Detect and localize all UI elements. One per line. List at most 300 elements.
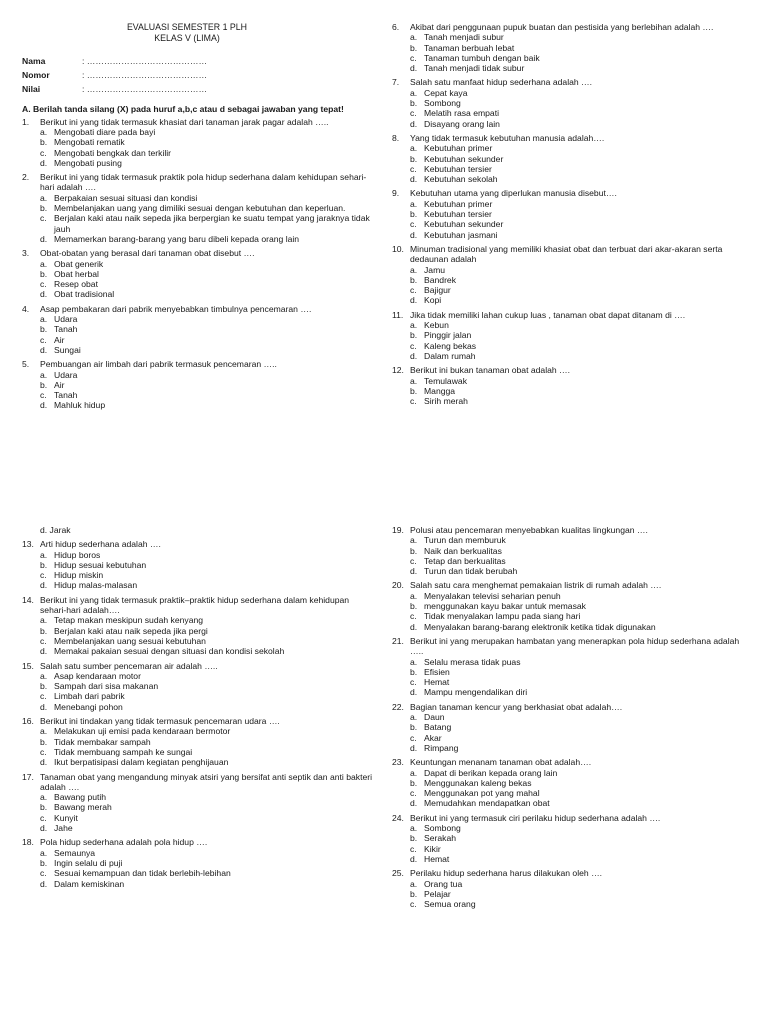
answer-option[interactable] [392,591,752,601]
answer-option[interactable] [22,550,374,560]
answer-option[interactable] [392,798,752,808]
answer-option[interactable] [392,108,752,118]
answer-option[interactable] [392,396,752,406]
question-item [22,117,374,168]
answer-option[interactable] [22,193,374,203]
answer-option[interactable] [392,275,752,285]
option-letter: b. [410,888,418,899]
option-text: Dapat di berikan kepada orang lain [424,767,558,778]
question-stem [392,310,752,320]
question-number: 10. [392,243,404,254]
option-letter: a. [410,375,418,386]
option-letter: a. [410,712,418,723]
question-stem [22,359,374,369]
question-text: Tanaman obat yang mengandung minyak atsiri yang bersifat anti septik dan anti bakteri adalah …. [40,771,373,792]
answer-option[interactable] [22,400,374,410]
option-letter: d. [40,823,48,834]
question-number: 6. [392,22,400,32]
answer-option[interactable] [392,556,752,566]
option-letter: a. [40,127,48,137]
answer-option[interactable] [392,119,752,129]
answer-option[interactable] [392,854,752,864]
question-stem [392,636,752,657]
question-number: 24. [392,812,404,823]
answer-option[interactable] [22,757,374,767]
answer-option[interactable] [392,219,752,229]
option-letter: a. [410,143,418,154]
option-letter: c. [40,147,47,158]
option-letter: d. [410,174,418,185]
question-text: Asap pembakaran dari pabrik menyebabkan timbulnya pencemaran …. [40,303,312,314]
exam-title: EVALUASI SEMESTER 1 PLH [126,22,248,32]
option-letter: c. [40,812,47,823]
identity-block [22,54,374,96]
option-text: Berjalan kaki atau naik sepeda jika berpergian ke suatu tempat yang jaraknya tidak jauh [54,213,370,234]
question-stem [22,837,374,847]
option-text: Kebutuhan tersier [424,209,492,220]
answer-option[interactable] [22,615,374,625]
question-number: 15. [22,660,34,671]
option-letter: a. [40,314,48,325]
question-number: 9. [392,188,400,199]
option-text: Rimpang [424,742,459,753]
option-text: Sesuai kemampuan dan tidak berlebih-lebihan [54,868,231,879]
answer-option[interactable] [392,778,752,788]
answer-option[interactable] [22,234,374,244]
answer-option[interactable] [392,667,752,677]
question-text: Salah satu cara menghemat pemakaian listrik di rumah adalah …. [410,580,662,591]
exam-page-2 [0,516,768,1024]
answer-option[interactable] [22,158,374,168]
page1-right-column [392,22,752,410]
option-letter: c. [410,219,417,230]
answer-option[interactable] [22,203,374,213]
option-text: Tanaman berbuah lebat [424,42,515,53]
option-text: Melatih rasa empati [424,108,499,119]
option-letter: c. [410,52,417,63]
answer-option[interactable] [22,681,374,691]
option-text: Tanah menjadi tidak subur [424,63,525,74]
answer-option[interactable] [392,230,752,240]
option-text: Bajigur [424,285,451,296]
question-item [392,868,752,909]
option-text: Efisien [424,666,450,677]
question-item [392,77,752,128]
option-text: Kopi [424,295,442,306]
option-text: Berpakaian sesuai situasi dan kondisi [54,192,198,203]
option-text: Mengobati pusing [54,157,122,168]
question-item [392,757,752,808]
option-letter: b. [40,681,48,692]
option-letter: d. [40,233,48,244]
question-item [392,636,752,698]
answer-option[interactable] [22,127,374,137]
option-letter: a. [40,726,48,737]
question-number: 4. [22,303,30,314]
option-letter: a. [40,670,48,681]
exam-page-1 [0,0,768,476]
question-number: 20. [392,580,404,591]
answer-option[interactable] [392,376,752,386]
answer-option[interactable] [22,269,374,279]
option-text: Membelanjakan uang sesuai kebutuhan [54,635,206,646]
question-item [22,661,374,712]
answer-option[interactable] [392,330,752,340]
answer-option[interactable] [392,611,752,621]
option-letter: b. [40,379,48,390]
answer-option[interactable] [392,722,752,732]
question-stem [392,133,752,143]
option-text: Kebun [424,320,449,331]
option-letter: d. [40,878,48,889]
answer-option[interactable] [22,868,374,878]
option-text: Menebangi pohon [54,701,123,712]
answer-option[interactable] [392,889,752,899]
answer-option[interactable] [22,646,374,656]
option-text: Memakai pakaian sesuai dengan situasi dan kondisi sekolah [54,646,285,657]
answer-option[interactable] [392,768,752,778]
question-item [392,244,752,306]
option-letter: b. [40,324,48,335]
answer-option[interactable] [22,691,374,701]
question-text: Berikut ini tindakan yang tidak termasuk pencemaran udara …. [40,716,280,727]
question-text: Minuman tradisional yang memiliki khasiat obat dan terbuat dari akar-akaran serta dedaunan adalah [410,243,723,265]
option-text: Sirih merah [424,396,468,407]
question-stem [392,757,752,767]
question-number: 17. [22,771,34,782]
question-number: 25. [392,868,404,879]
answer-option[interactable] [392,687,752,697]
question-item [22,595,374,657]
option-text: Bawang merah [54,802,112,813]
answer-option[interactable] [22,335,374,345]
question-stem [392,365,752,375]
answer-option[interactable] [22,737,374,747]
question-text: Berikut ini yang tidak termasuk khasiat dari tanaman jarak pagar adalah ….. [40,116,329,127]
option-letter: b. [410,330,418,341]
question-list [392,22,752,406]
option-letter: a. [410,264,418,275]
question-item [22,248,374,299]
question-text: Keuntungan menanam tanaman obat adalah…. [410,757,592,768]
answer-option[interactable] [22,380,374,390]
answer-option[interactable] [392,88,752,98]
answer-option[interactable] [22,259,374,269]
answer-option[interactable] [392,743,752,753]
question-item [22,359,374,410]
section-a-instruction: A. Berilah tanda silang (X) pada huruf a,b,c atau d sebagai jawaban yang tepat! [22,104,344,115]
answer-option[interactable] [392,295,752,305]
option-text: Kebutuhan jasmani [424,229,498,240]
option-text: Obat herbal [54,268,99,279]
option-text: Tanah [54,390,78,401]
answer-option[interactable] [392,32,752,42]
question-stem [392,580,752,590]
option-letter: b. [40,137,48,148]
option-text: Ingin selalu di puji [54,857,123,868]
option-text: Udara [54,369,78,380]
answer-option[interactable] [22,858,374,868]
answer-option[interactable] [392,844,752,854]
option-letter: b. [410,833,418,844]
answer-option[interactable] [392,712,752,722]
option-letter: b. [40,802,48,813]
option-letter: b. [410,98,418,109]
option-letter: b. [40,625,48,636]
answer-option[interactable] [392,386,752,396]
question-text: Salah satu manfaat hidup sederhana adalah …. [410,77,593,88]
option-letter: d. [40,757,48,768]
answer-option[interactable] [22,702,374,712]
question-number: 1. [22,116,30,127]
question-item [22,837,374,888]
option-text: Memudahkan mendapatkan obat [424,798,550,809]
answer-option[interactable] [22,314,374,324]
answer-option[interactable] [392,43,752,53]
option-letter: b. [410,42,418,53]
option-letter: c. [410,108,417,119]
answer-option[interactable] [22,823,374,833]
answer-option[interactable] [22,626,374,636]
option-text: Dalam rumah [424,350,476,361]
option-letter: d. [410,118,418,129]
answer-option[interactable] [22,848,374,858]
option-letter: d. [410,63,418,74]
option-letter: a. [40,549,48,560]
answer-option[interactable] [22,137,374,147]
option-letter: a. [410,823,418,834]
answer-option[interactable] [22,671,374,681]
question-number: 23. [392,757,404,768]
question-text: Jika tidak memiliki lahan cukup luas , tanaman obat dapat ditanam di …. [410,309,686,320]
option-text: Sombong [424,98,461,109]
option-text: Kebutuhan tersier [424,163,492,174]
question-text: Perilaku hidup sederhana harus dilakukan oleh …. [410,868,603,879]
question-text: Salah satu sumber pencemaran air adalah ….. [40,660,218,671]
option-letter: d. [410,229,418,240]
option-text: Hidup miskin [54,570,104,581]
answer-option[interactable] [392,733,752,743]
answer-option[interactable] [392,98,752,108]
answer-option[interactable] [22,570,374,580]
option-letter: b. [410,722,418,733]
answer-option[interactable] [392,341,752,351]
answer-option[interactable] [22,289,374,299]
answer-option[interactable] [22,747,374,757]
question-item [392,525,752,576]
option-letter: b. [40,857,48,868]
answer-option[interactable] [392,657,752,667]
question-number: 7. [392,77,400,88]
answer-option[interactable] [22,792,374,802]
answer-option[interactable] [392,164,752,174]
option-text: Kebutuhan sekunder [424,219,504,230]
option-text: Kikir [424,843,441,854]
option-letter: b. [410,777,418,788]
option-text: Daun [424,712,445,723]
question-stem [392,525,752,535]
answer-option[interactable] [392,535,752,545]
option-text: Kaleng bekas [424,340,477,351]
option-letter: c. [40,334,47,345]
identity-label: Nilai [22,84,41,95]
identity-blank: : …………………………………… [82,84,208,95]
page2-left-column [22,525,374,893]
answer-option[interactable] [22,580,374,590]
option-letter: d. [410,566,418,577]
option-text: Hidup malas-malasan [54,580,138,591]
question-text: Berikut ini bukan tanaman obat adalah …. [410,365,571,376]
option-letter: b. [410,274,418,285]
option-text: Temulawak [424,375,467,386]
option-text: Pelajar [424,888,451,899]
question-stem [22,172,374,193]
option-letter: d. [40,580,48,591]
question-item [22,304,374,355]
option-letter: b. [40,203,48,214]
option-text: Berjalan kaki atau naik sepeda jika pergi [54,625,208,636]
option-text: Tetap makan meskipun sudah kenyang [54,615,204,626]
answer-option[interactable] [392,823,752,833]
question-number: 8. [392,132,400,143]
option-letter: c. [40,746,47,757]
option-text: Sungai [54,344,81,355]
answer-option[interactable] [392,622,752,632]
option-letter: c. [410,340,417,351]
option-text: Kebutuhan primer [424,198,493,209]
answer-option[interactable] [392,601,752,611]
answer-option[interactable] [22,560,374,570]
answer-option[interactable] [392,199,752,209]
answer-option[interactable] [392,285,752,295]
answer-option[interactable] [22,813,374,823]
question-text: Berikut ini yang merupakan hambatan yang menerapkan pola hidup sederhana adalah ….. [410,635,740,657]
option-letter: a. [410,656,418,667]
answer-option[interactable] [22,802,374,812]
answer-option[interactable] [22,879,374,889]
option-letter: d. [40,289,48,300]
answer-option[interactable] [392,566,752,576]
option-text: Naik dan berkualitas [424,545,502,556]
question-number: 11. [392,309,404,320]
answer-option[interactable] [22,636,374,646]
answer-option[interactable] [392,154,752,164]
option-letter: d. [410,295,418,306]
answer-option[interactable] [392,677,752,687]
option-letter: c. [410,611,417,622]
option-text: Mengobati rematik [54,137,125,148]
option-letter: d. [410,853,418,864]
answer-option[interactable] [22,324,374,334]
option-text: Limbah dari pabrik [54,691,125,702]
question-number: 13. [22,539,34,550]
option-text: Kebutuhan primer [424,143,493,154]
question-text: Berikut ini yang termasuk ciri perilaku hidup sederhana adalah …. [410,812,661,823]
answer-option[interactable] [22,148,374,158]
answer-option[interactable] [392,899,752,909]
option-letter: c. [410,555,417,566]
question-stem [392,22,752,32]
answer-option[interactable] [392,320,752,330]
question-text: Akibat dari penggunaan pupuk buatan dan pestisida yang berlebihan adalah …. [410,22,714,32]
answer-option[interactable] [392,174,752,184]
answer-option[interactable] [392,546,752,556]
option-letter: c. [40,691,47,702]
page2-right-column [392,525,752,913]
option-text: Orang tua [424,878,463,889]
answer-option[interactable] [392,879,752,889]
option-letter: b. [410,209,418,220]
question-stem [392,868,752,878]
option-text: Tanah [54,324,78,335]
question-text: Polusi atau pencemaran menyebabkan kualitas lingkungan …. [410,525,648,535]
option-letter: a. [410,198,418,209]
answer-option[interactable] [392,833,752,843]
answer-option[interactable] [392,351,752,361]
option-text: Menyalakan barang-barang elektronik ketika tidak digunakan [424,621,656,632]
option-letter: c. [410,396,417,407]
identity-label: Nama [22,56,46,67]
option-letter: a. [410,32,418,43]
option-text: Jahe [54,823,73,834]
option-text: Udara [54,314,78,325]
question-stem [22,117,374,127]
answer-option[interactable] [22,390,374,400]
identity-label: Nomor [22,70,50,81]
answer-option[interactable] [392,209,752,219]
question-text: Berikut ini yang tidak termasuk praktik–praktik hidup sederhana dalam kehidupan sehari-hari adalah…. [40,594,350,616]
option-text: Jamu [424,264,446,275]
question-item [392,365,752,406]
option-text: Menggunakan kaleng bekas [424,777,532,788]
option-letter: c. [410,163,417,174]
answer-option[interactable] [22,345,374,355]
option-text: Kunyit [54,812,78,823]
option-text: Melakukan uji emisi pada kendaraan bermotor [54,726,231,737]
option-text: Turun dan tidak berubah [424,566,518,577]
option-letter: a. [40,369,48,380]
question-number: 18. [22,837,34,848]
option-letter: c. [40,213,47,224]
question-stem [392,244,752,265]
option-text: Semua orang [424,899,476,910]
option-letter: d. [40,646,48,657]
option-letter: d. [40,344,48,355]
option-text: Serakah [424,833,457,844]
option-letter: b. [40,268,48,279]
answer-option[interactable] [392,265,752,275]
question-stem [22,304,374,314]
answer-option[interactable] [392,788,752,798]
answer-option[interactable] [392,143,752,153]
answer-option[interactable] [392,53,752,63]
answer-option[interactable] [22,370,374,380]
option-text: Air [54,334,65,345]
answer-option[interactable] [22,213,374,234]
answer-option[interactable] [22,279,374,289]
page-gap [0,476,768,516]
option-text: Menyalakan televisi seharian penuh [424,590,561,601]
option-letter: d. [40,157,48,168]
option-letter: b. [410,666,418,677]
option-letter: a. [40,615,48,626]
question-item [392,133,752,184]
answer-option[interactable] [22,726,374,736]
option-letter: b. [40,559,48,570]
option-text: Turun dan memburuk [424,535,506,546]
answer-option[interactable] [392,63,752,73]
question-number: 16. [22,716,34,727]
